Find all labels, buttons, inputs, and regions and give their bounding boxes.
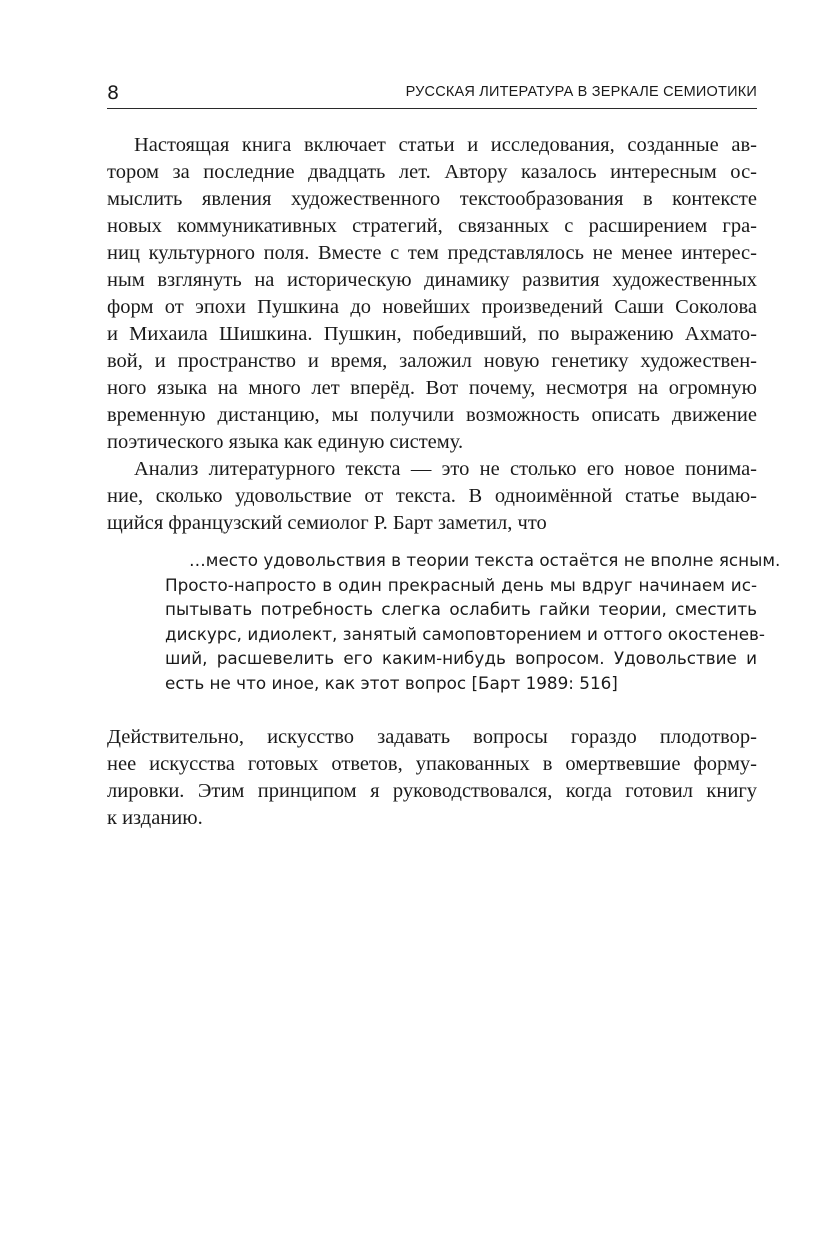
text-line: Анализ литературного текста — это не столько его новое понима- [134,458,757,480]
text-line: ным взглянуть на историческую динамику развития художественных [107,269,757,291]
paragraph-3 [107,724,757,832]
block-quote [165,548,781,695]
text-line: поэтического языка как единую систему. [107,431,464,453]
page-number: 8 [107,82,120,104]
text-line: ние, сколько удовольствие от текста. В одноимённой статье выдаю- [107,485,757,507]
quote-line: пытывать потребность слегка ослабить гайки теории, сместить [165,599,757,619]
body-text-bottom [107,724,757,832]
text-line: и Михаила Шишкина. Пушкин, победивший, по выражению Ахмато- [107,323,757,345]
text-line: вой, и пространство и время, заложил новую генетику художествен- [107,350,757,372]
text-line: ного языка на много лет вперёд. Вот почему, несмотря на огромную [107,377,757,399]
text-line: Действительно, искусство задавать вопросы гораздо плодотвор- [107,726,757,748]
text-line: лировки. Этим принципом я руководствовался, когда готовил книгу [107,780,757,802]
text-line: тором за последние двадцать лет. Автору казалось интересным ос- [107,161,757,183]
quote-line: дискурс, идиолект, занятый самоповторением и оттого окостенев- [165,623,765,644]
text-line: ниц культурного поля. Вместе с тем представлялось не менее интерес- [107,242,757,264]
quote-line: …место удовольствия в теории текста остаётся не вполне ясным. [189,550,781,570]
text-line: нее искусства готовых ответов, упакованных в омертвевшие форму- [107,753,757,775]
running-header [107,78,757,109]
paragraph-1 [107,132,757,456]
quote-line: есть не что иное, как этот вопрос [Барт 1989: 516] [165,672,618,693]
text-line: мыслить явления художественного текстообразования в контексте [107,188,757,210]
text-line: Настоящая книга включает статьи и исследования, созданные ав- [134,134,757,156]
text-line: форм от эпохи Пушкина до новейших произведений Саши Соколова [107,296,757,318]
paragraph-2 [107,456,757,537]
body-text-top [107,132,757,537]
running-title: РУССКАЯ ЛИТЕРАТУРА В ЗЕРКАЛЕ СЕМИОТИКИ [405,84,757,100]
text-line: щийся французский семиолог Р. Барт заметил, что [107,512,547,534]
text-line: к изданию. [107,807,203,829]
text-line: временную дистанцию, мы получили возможность описать движение [107,404,757,426]
quote-line: ший, расшевелить его каким-нибудь вопросом. Удовольствие и [165,648,757,668]
text-line: новых коммуникативных стратегий, связанных с расширением гра- [107,215,757,237]
quote-line: Просто-напросто в один прекрасный день мы вдруг начинаем ис- [165,574,757,595]
